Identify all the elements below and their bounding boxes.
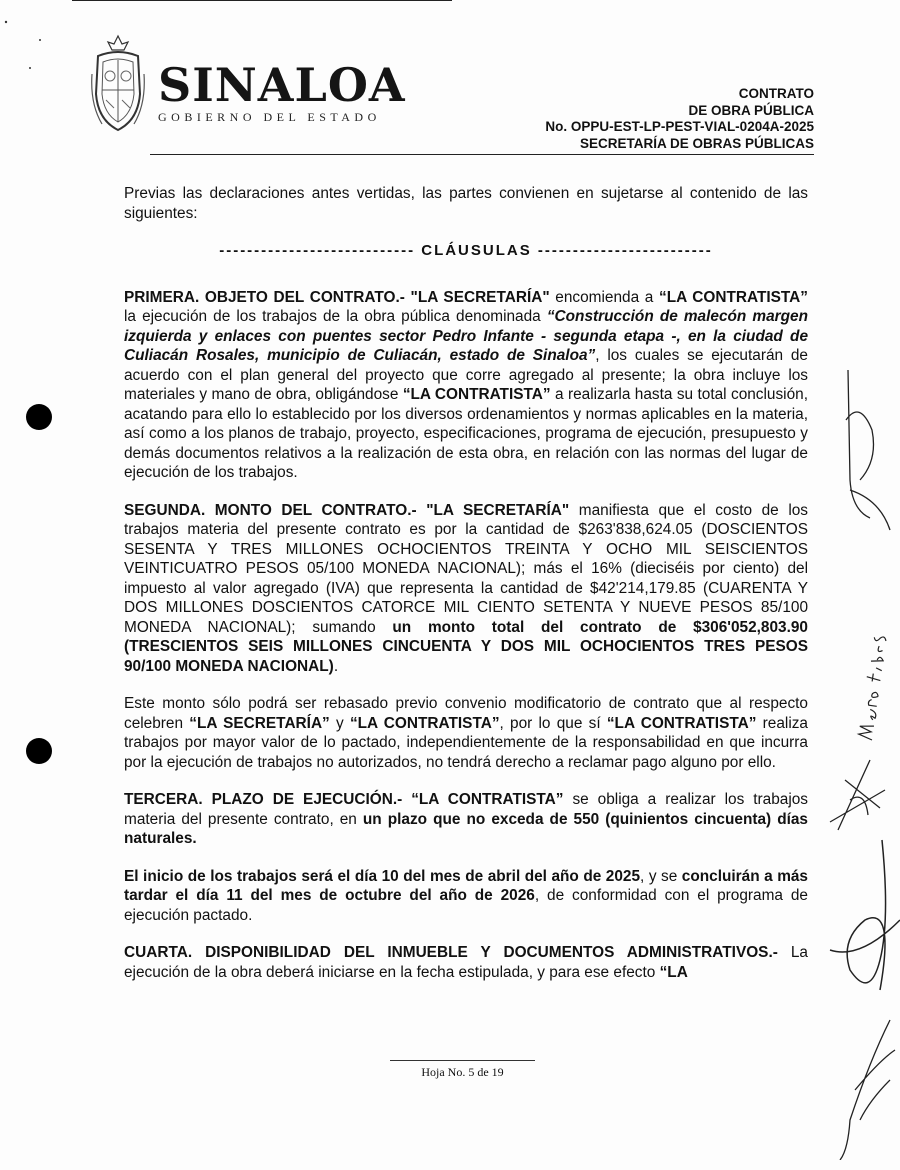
contract-total-amount: un monto total del contrato de $306'052,803.90 (TRESCIENTOS SEIS MILLONES CINCUENTA Y DOS MIL OCHOCIENTOS TRES PESOS 90/100 MONEDA NACIONAL) <box>124 618 808 675</box>
scan-speckles <box>0 0 60 80</box>
brand-name: SINALOA <box>158 58 406 112</box>
header-line-3: No. OPPU-EST-LP-PEST-VIAL-0204A-2025 <box>545 119 814 134</box>
intro-paragraph: Previas las declaraciones antes vertidas, las partes convienen en sujetarse al contenido de las siguientes: <box>124 185 808 222</box>
header-line-4: SECRETARÍA DE OBRAS PÚBLICAS <box>579 135 814 151</box>
execution-term: un plazo que no exceda de 550 (quinientos cincuenta) días naturales. <box>124 810 808 847</box>
clause-primera-title: PRIMERA. OBJETO DEL CONTRATO.- "LA SECRETARÍA" <box>124 288 550 306</box>
clause-primera: PRIMERA. OBJETO DEL CONTRATO.- "LA SECRETARÍA" encomienda a “LA CONTRATISTA” la ejecución de los trabajos de la obra pública denominada “Construcción de malecón margen izquierda y enlaces con puentes sector Pedro Infante - segunda etapa -, en la ciudad de Culiacán Rosales, municipio de Culiacán, estado de Sinaloa”, los cuales se ejecutarán de acuerdo con el plan general del proyecto que corre agregado al presente; la obra incluye los materiales y mano de obra, obligándose “LA CONTRATISTA” a realizarla hasta su total conclusión, acatando para ello lo establecido por los diversos ordenamientos y normas aplicables en la materia, así como a los planos de trabajo, proyecto, especificaciones, programa de ejecución, presupuesto y demás documentos relativos a la realización de esta obra, en relación con las normas del lugar de ejecución de los trabajos. <box>124 288 808 481</box>
end-date: concluirán a más tardar el día 11 del mes de octubre del año de 2026 <box>124 867 808 904</box>
clause-cuarta: CUARTA. DISPONIBILIDAD DEL INMUEBLE Y DOCUMENTOS ADMINISTRATIVOS.- La ejecución de la obra deberá iniciarse en la fecha estipulada, y para ese efecto “LA <box>124 944 808 981</box>
clause-cuarta-title: CUARTA. DISPONIBILIDAD DEL INMUEBLE Y DOCUMENTOS ADMINISTRATIVOS.- <box>124 944 778 961</box>
amount-limit-paragraph: Este monto sólo podrá ser rebasado previo convenio modificatorio de contrato que al respecto celebren “LA SECRETARÍA” y “LA CONTRATISTA”, por lo que sí “LA CONTRATISTA” realiza trabajos por mayor valor de lo pactado, independientemente de la responsabilidad en que incurra por la ejecución de trabajos no autorizados, no tendrá derecho a reclamar pago alguno por ello. <box>124 695 808 771</box>
state-coat-of-arms-logo <box>88 34 148 134</box>
punch-hole-bottom <box>26 738 52 764</box>
header-line-1: CONTRATO <box>738 86 814 101</box>
clausulas-heading: ---------------------------- CLÁUSULAS ------------------------- <box>219 242 713 259</box>
page-footer <box>390 1060 535 1080</box>
header-line-2: DE OBRA PÚBLICA <box>688 102 814 118</box>
brand-block <box>158 58 406 125</box>
clause-tercera-title: TERCERA. PLAZO DE EJECUCIÓN.- “LA CONTRATISTA” <box>124 791 564 808</box>
start-date: El inicio de los trabajos será el día 10 del mes de abril del año de 2025 <box>124 867 641 885</box>
footer-rule <box>390 1060 535 1061</box>
start-end-dates-paragraph: El inicio de los trabajos será el día 10 del mes de abril del año de 2025, y se concluirán a más tardar el día 11 del mes de octubre del año de 2026, de conformidad con el programa de ejecución pactado. <box>124 867 808 924</box>
top-edge-line <box>72 0 452 1</box>
contract-header <box>545 86 814 152</box>
header-divider <box>150 154 814 155</box>
page-number: Hoja No. 5 de 19 <box>421 1065 504 1079</box>
clause-segunda: SEGUNDA. MONTO DEL CONTRATO.- "LA SECRETARÍA" manifiesta que el costo de los trabajos materia del presente contrato es por la cantidad de $263'838,624.05 (DOSCIENTOS SESENTA Y TRES MILLONES OCHOCIENTOS TREINTA Y OCHO MIL SEISCIENTOS VEINTICUATRO PESOS 05/100 MONEDA NACIONAL); más el 16% (dieciséis por ciento) del impuesto al valor agregado (IVA) que representa la cantidad de $42'214,179.85 (CUARENTA Y DOS MILLONES DOSCIENTOS CATORCE MIL CIENTO SETENTA Y NUEVE PESOS 85/100 MONEDA NACIONAL); sumando un monto total del contrato de $306'052,803.90 (TRESCIENTOS SEIS MILLONES CINCUENTA Y DOS MIL OCHOCIENTOS TRES PESOS 90/100 MONEDA NACIONAL). <box>124 501 808 675</box>
brand-subtitle: GOBIERNO DEL ESTADO <box>158 110 381 124</box>
clause-segunda-title: SEGUNDA. MONTO DEL CONTRATO.- "LA SECRETARÍA" <box>124 501 570 519</box>
project-name: “Construcción de malecón margen izquierda y enlaces con puentes sector Pedro Infante - segunda etapa -, en la ciudad de Culiacán Rosales, municipio de Culiacán, estado de Sinaloa” <box>124 308 808 364</box>
document-body <box>124 184 808 1000</box>
punch-hole-top <box>26 404 52 430</box>
margin-signatures <box>810 360 900 1160</box>
clause-tercera: TERCERA. PLAZO DE EJECUCIÓN.- “LA CONTRATISTA” se obliga a realizar los trabajos materia del presente contrato, en un plazo que no exceda de 550 (quinientos cincuenta) días naturales. <box>124 791 808 847</box>
handwritten-initials-signature <box>858 635 887 740</box>
